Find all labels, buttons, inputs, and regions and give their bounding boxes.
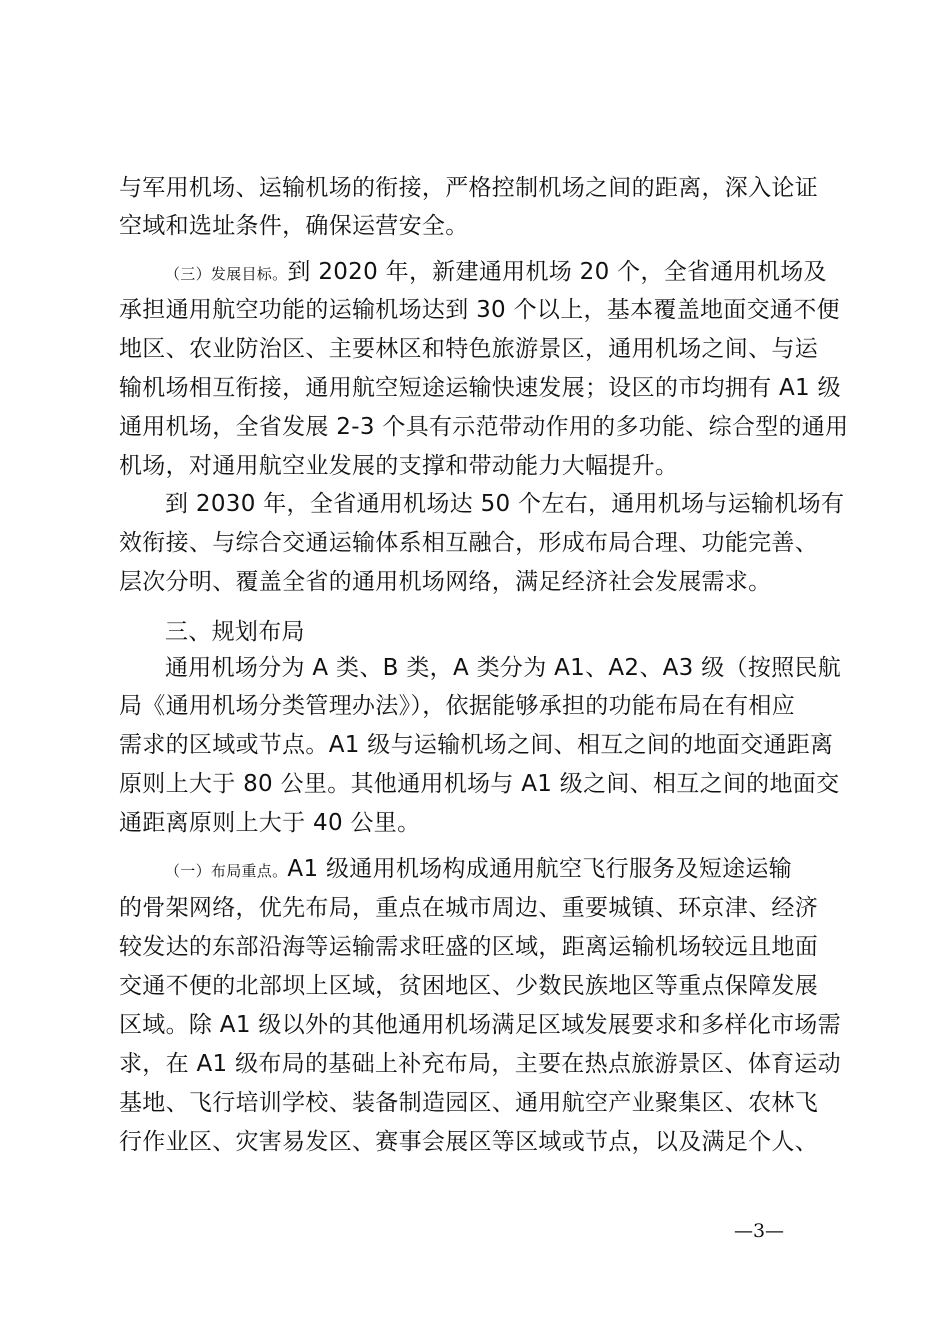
paragraph-line: 效衔接、与综合交通运输体系相互融合，形成布局合理、功能完善、 xyxy=(119,530,818,556)
paragraph-line: 交通不便的北部坝上区域，贫困地区、少数民族地区等重点保障发展 xyxy=(119,973,818,999)
paragraph-line: 原则上大于 80 公里。其他通用机场与 A1 级之间、相互之间的地面交 xyxy=(119,771,840,797)
paragraph-line: 空域和选址条件，确保运营安全。 xyxy=(119,213,469,239)
section-heading: （一）布局重点。 xyxy=(165,862,288,880)
paragraph-line: 需求的区域或节点。A1 级与运输机场之间、相互之间的地面交通距离 xyxy=(119,732,834,758)
paragraph-text: A1 级通用机场构成通用航空飞行服务及短途运输 xyxy=(287,856,792,882)
paragraph-line: 承担通用航空功能的运输机场达到 30 个以上，基本覆盖地面交通不便 xyxy=(119,297,840,323)
paragraph-line: 通用机场分为 A 类、B 类，A 类分为 A1、A2、A3 级（按照民航 xyxy=(165,655,842,681)
paragraph-line xyxy=(165,256,850,290)
paragraph-line: 的骨架网络，优先布局，重点在城市周边、重要城镇、环京津、经济 xyxy=(119,895,818,921)
section-title: 三、规划布局 xyxy=(165,619,305,645)
paragraph-line: 较发达的东部沿海等运输需求旺盛的区域，距离运输机场较远且地面 xyxy=(119,934,818,960)
paragraph-line: 求，在 A1 级布局的基础上补充布局，主要在热点旅游景区、体育运动 xyxy=(119,1051,841,1077)
paragraph-line: 与军用机场、运输机场的衔接，严格控制机场之间的距离，深入论证 xyxy=(119,175,818,201)
paragraph-line: 行作业区、灾害易发区、赛事会展区等区域或节点，以及满足个人、 xyxy=(119,1129,818,1155)
paragraph-line: 机场，对通用航空业发展的支撑和带动能力大幅提升。 xyxy=(119,453,679,479)
paragraph-line xyxy=(165,853,850,887)
paragraph-line: 到 2030 年，全省通用机场达 50 个左右，通用机场与运输机场有 xyxy=(165,491,845,517)
page-number: —3— xyxy=(733,1220,785,1242)
paragraph-line: 通用机场，全省发展 2-3 个具有示范带动作用的多功能、综合型的通用 xyxy=(119,414,849,440)
paragraph-text: 到 2020 年，新建通用机场 20 个，全省通用机场及 xyxy=(287,259,827,285)
paragraph-line: 输机场相互衔接，通用航空短途运输快速发展；设区的市均拥有 A1 级 xyxy=(119,375,841,401)
paragraph-line: 区域。除 A1 级以外的其他通用机场满足区域发展要求和多样化市场需 xyxy=(119,1012,841,1038)
paragraph-line: 基地、飞行培训学校、装备制造园区、通用航空产业聚集区、农林飞 xyxy=(119,1090,818,1116)
section-heading: （三）发展目标。 xyxy=(165,265,288,283)
paragraph-line: 局《通用机场分类管理办法》），依据能够承担的功能布局在有相应 xyxy=(119,693,795,719)
paragraph-line: 层次分明、覆盖全省的通用机场网络，满足经济社会发展需求。 xyxy=(119,569,772,595)
paragraph-line: 通距离原则上大于 40 公里。 xyxy=(119,810,421,836)
paragraph-line: 地区、农业防治区、主要林区和特色旅游景区，通用机场之间、与运 xyxy=(119,336,818,362)
